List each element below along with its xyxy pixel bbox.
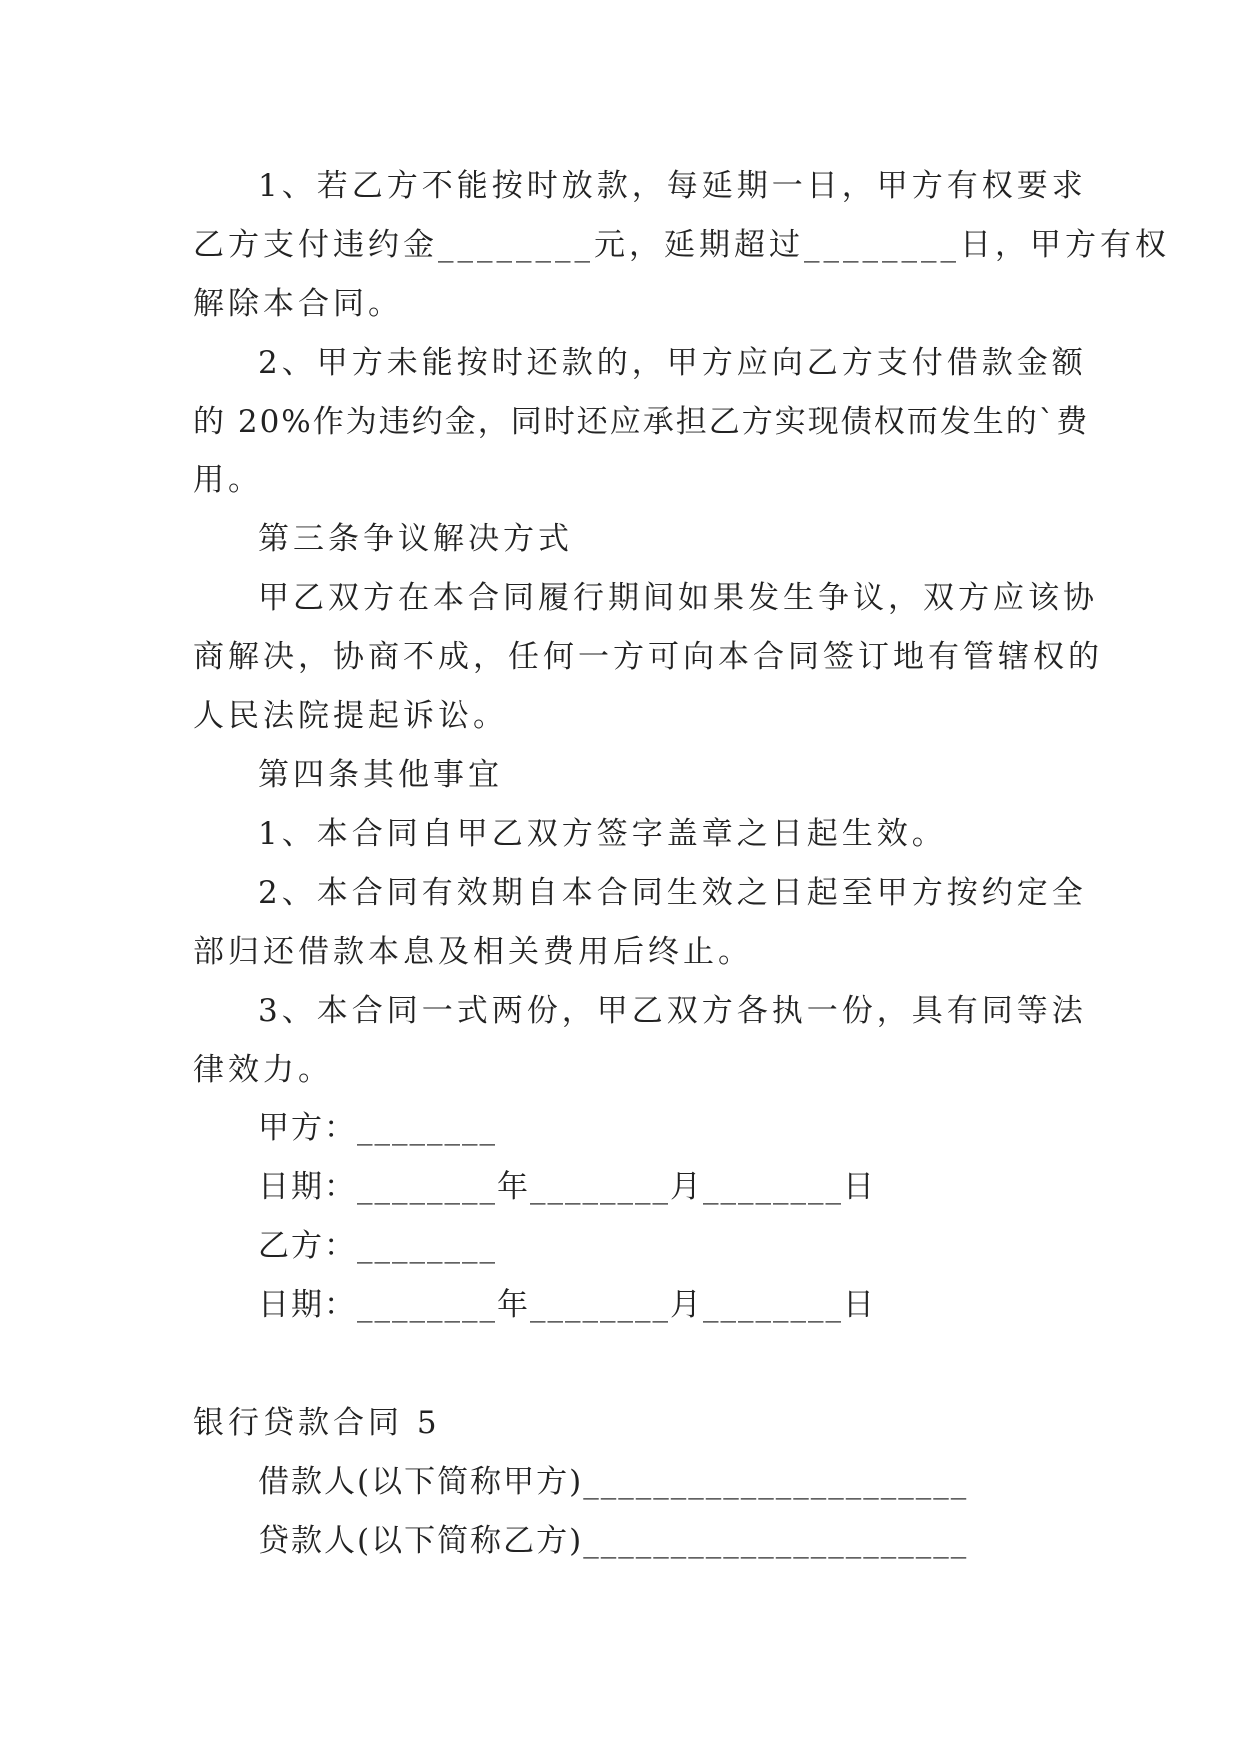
article-3-body-line-1: 甲乙双方在本合同履行期间如果发生争议，双方应该协 (258, 580, 1098, 616)
article-4-item-2-line-2: 部归还借款本息及相关费用后终止。 (193, 934, 753, 970)
party-b-signature: 乙方：________ (258, 1228, 497, 1264)
party-a-signature: 甲方：________ (258, 1110, 497, 1146)
contract-5-title: 银行贷款合同 5 (193, 1405, 441, 1441)
clause-1-line-2: 乙方支付违约金________元，延期超过________日，甲方有权 (193, 227, 1170, 263)
party-a-date: 日期：________年________月________日 (258, 1169, 876, 1205)
article-3-heading: 第三条争议解决方式 (258, 521, 573, 557)
borrower-line: 借款人(以下简称甲方)______________________ (258, 1464, 969, 1500)
article-3-body-line-3: 人民法院提起诉讼。 (193, 698, 508, 734)
article-4-item-1: 1、本合同自甲乙双方签字盖章之日起生效。 (258, 816, 947, 852)
article-3-body-line-2: 商解决，协商不成，任何一方可向本合同签订地有管辖权的 (193, 639, 1103, 675)
lender-line: 贷款人(以下简称乙方)______________________ (258, 1523, 969, 1559)
article-4-heading: 第四条其他事宜 (258, 757, 503, 793)
clause-2-line-3: 用。 (193, 462, 263, 498)
clause-2-line-1: 2、甲方未能按时还款的，甲方应向乙方支付借款金额 (258, 345, 1087, 381)
article-4-item-3-line-2: 律效力。 (193, 1052, 333, 1088)
clause-2-line-2: 的 20%作为违约金，同时还应承担乙方实现债权而发生的`费 (193, 404, 1090, 440)
party-b-date: 日期：________年________月________日 (258, 1287, 876, 1323)
clause-1-line-3: 解除本合同。 (193, 286, 403, 322)
article-4-item-3-line-1: 3、本合同一式两份，甲乙双方各执一份，具有同等法 (258, 993, 1087, 1029)
clause-1-line-1: 1、若乙方不能按时放款，每延期一日，甲方有权要求 (258, 168, 1087, 204)
article-4-item-2-line-1: 2、本合同有效期自本合同生效之日起至甲方按约定全 (258, 875, 1087, 911)
